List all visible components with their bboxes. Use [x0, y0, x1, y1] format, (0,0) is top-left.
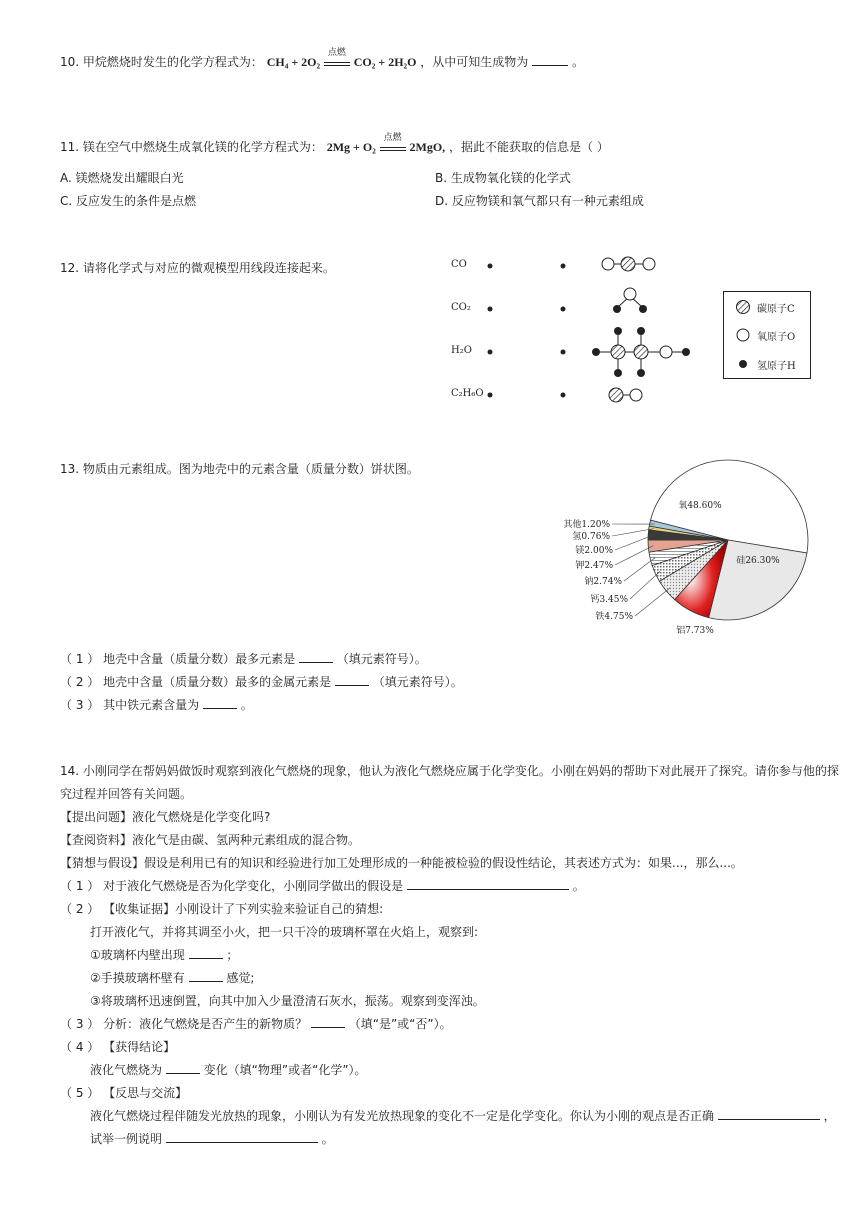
pie-label: 镁2.00% [575, 546, 613, 556]
q11-condition: 点燃 [380, 141, 406, 151]
formula-c2h6o: C₂H₆O [451, 388, 484, 399]
q13-sub2-text: （ 2 ） 地壳中含量（质量分数）最多的金属元素是 [60, 675, 332, 689]
carbon-atom-icon [737, 301, 750, 314]
q13-sub2 [60, 673, 463, 690]
pie-label: 氢0.76% [572, 532, 610, 542]
pie-leader-line [612, 529, 654, 536]
q14-s3-blank[interactable] [311, 1016, 345, 1028]
dot-left-h2o [488, 350, 493, 355]
pie-label: 钾2.47% [575, 561, 613, 571]
q13-sub2-blank[interactable] [335, 674, 369, 686]
q11-text: 11. 镁在空气中燃烧生成氧化镁的化学方程式为： [60, 140, 323, 154]
q13-sub1-blank[interactable] [299, 651, 333, 663]
q13-sub1-text: （ 1 ） 地壳中含量（质量分数）最多元素是 [60, 652, 296, 666]
q14-s4a-end: 变化（填“物理”或者“化学”）。 [203, 1063, 367, 1077]
formula-co2: CO₂ [451, 302, 471, 313]
q13-sub3-end: 。 [240, 698, 253, 712]
legend-oxygen: 氧原子O [757, 332, 796, 343]
dot-right-4 [561, 393, 566, 398]
q14-s5a-blank[interactable] [718, 1108, 820, 1120]
dot-left-c2h6o [488, 393, 493, 398]
q14-intro-1: 14. 小刚同学在帮妈妈做饭时观察到液化气燃烧的现象，他认为液化气燃烧应属于化学变化。小刚在妈妈的帮助下对此展开了探究。请你参与他的探 [60, 764, 839, 778]
molecule-models [440, 245, 720, 415]
oxygen-atom-icon [737, 329, 749, 341]
q14-s5b-blank[interactable] [166, 1131, 318, 1143]
dot-right-1 [561, 264, 566, 269]
q14-question: 【提出问题】液化气燃烧是化学变化吗? [60, 810, 271, 824]
q14-s3-text: （ 3 ） 分析：液化气燃烧是否产生的新物质？ [60, 1017, 308, 1031]
q13-sub3 [60, 696, 253, 713]
q13-sub1-end: （填元素符号）。 [336, 652, 427, 666]
dot-right-2 [561, 307, 566, 312]
q14-s3-end: （填“是”或“否”）。 [348, 1017, 452, 1031]
dot-right-3 [561, 350, 566, 355]
q14-s2b [90, 946, 238, 963]
q14-s4: （ 4 ） 【获得结论】 [60, 1040, 176, 1054]
q14-s1-text: （ 1 ） 对于液化气燃烧是否为化学变化，小刚同学做出的假设是 [60, 879, 404, 893]
q14-s2a: 打开液化气，并将其调至小火，把一只干冷的玻璃杯罩在火焰上，观察到: [90, 925, 479, 939]
q14-s5b-text: 试举一例说明 [90, 1132, 163, 1146]
q14-s1-end: 。 [572, 879, 585, 893]
pie-label: 钙3.45% [590, 595, 628, 605]
q14-s5a [90, 1107, 836, 1124]
q11-eq-right: 2MgO, [409, 140, 446, 154]
q11-option-a[interactable]: A. 镁燃烧发出耀眼白光 [60, 171, 184, 185]
q10-eq-left: CH₄ + 2O₂ [266, 55, 321, 69]
pie-label: 钠2.74% [584, 577, 622, 587]
q14-s2: （ 2 ） 【收集证据】小刚设计了下列实验来验证自己的猜想: [60, 902, 384, 916]
q14-s2c-end: 感觉; [226, 971, 255, 985]
q14-s2c-blank[interactable] [189, 970, 223, 982]
model-co2 [602, 257, 655, 271]
model-co [609, 388, 642, 402]
q14-s5a-end: ， [823, 1109, 836, 1123]
q11-option-d[interactable]: D. 反应物镁和氧气都只有一种元素组成 [435, 194, 644, 208]
pie-label: 硅26.30% [736, 556, 780, 566]
q11-text-after: ，据此不能获取的信息是（ ） [449, 140, 609, 154]
pie-label: 铁4.75% [595, 612, 633, 622]
pie-label: 铝7.73% [676, 626, 714, 636]
q11-option-c[interactable]: C. 反应发生的条件是点燃 [60, 194, 197, 208]
q13-text: 13. 物质由元素组成。图为地壳中的元素含量（质量分数）饼状图。 [60, 462, 419, 476]
crust-pie-chart [563, 455, 830, 645]
q14-s4a [90, 1061, 367, 1078]
pie-leader-line [630, 571, 660, 599]
q14-s2d: ③将玻璃杯迅速倒置，向其中加入少量澄清石灰水，振荡。观察到变浑浊。 [90, 994, 485, 1008]
legend-carbon: 碳原子C [757, 304, 795, 315]
q10-answer-blank[interactable] [532, 54, 568, 66]
dot-left-co [488, 264, 493, 269]
q14-s2b-text: ①玻璃杯内壁出现 [90, 948, 185, 962]
pie-leader-line [624, 558, 655, 581]
model-h2o [613, 288, 647, 313]
q10-condition: 点燃 [324, 56, 350, 66]
q14-s1-blank[interactable] [407, 878, 569, 890]
q14-s2b-blank[interactable] [189, 947, 223, 959]
pie-leader-line [615, 535, 653, 550]
pie-leader-line [635, 588, 670, 616]
legend-icons [734, 297, 754, 377]
formula-co: CO [451, 259, 467, 270]
hydrogen-atom-icon [739, 360, 747, 368]
q14-s5b-end: 。 [321, 1132, 334, 1146]
q13-sub2-end: （填元素符号）。 [372, 675, 463, 689]
q14-s4a-blank[interactable] [166, 1062, 200, 1074]
q13-sub1 [60, 650, 427, 667]
q14-s2c-text: ②手摸玻璃杯壁有 [90, 971, 185, 985]
q10-line [60, 48, 584, 70]
q14-intro-2: 究过程并回答有关问题。 [60, 787, 193, 801]
q14-s5a-text: 液化气燃烧过程伴随发光放热的现象，小刚认为有发光放热现象的变化不一定是化学变化。你认为小刚的观点是否正确 [90, 1109, 715, 1123]
q13-sub3-blank[interactable] [203, 697, 237, 709]
q14-s5: （ 5 ） 【反思与交流】 [60, 1086, 188, 1100]
q12-text: 12. 请将化学式与对应的微观模型用线段连接起来。 [60, 261, 335, 275]
q10-eq-right: CO₂ + 2H₂O [353, 55, 417, 69]
q10-text-after: ，从中可知生成物为 [420, 55, 529, 69]
dot-left-co2 [488, 307, 493, 312]
atom-legend [723, 291, 811, 379]
q14-hypothesis: 【猜想与假设】假设是利用已有的知识和经验进行加工处理形成的一种能被检验的假设性结论，其表述方式为：如果...，那么...。 [60, 856, 743, 870]
q14-s2c [90, 969, 254, 986]
q14-s4a-text: 液化气燃烧为 [90, 1063, 163, 1077]
q14-s1 [60, 877, 585, 894]
q10-end: 。 [571, 55, 584, 69]
q10-text: 10. 甲烷燃烧时发生的化学方程式为： [60, 55, 263, 69]
pie-label: 其他1.20% [563, 520, 610, 530]
pie-label: 氧48.60% [678, 501, 722, 511]
model-c2h6o [592, 327, 690, 377]
q13-sub3-text: （ 3 ） 其中铁元素含量为 [60, 698, 200, 712]
pie-leader-line [615, 546, 653, 565]
formula-h2o: H₂O [451, 345, 472, 356]
q11-eq-left: 2Mg + O₂ [326, 140, 376, 154]
legend-hydrogen: 氢原子H [757, 361, 796, 372]
q14-s5b [90, 1130, 334, 1147]
pie-slices [648, 460, 808, 620]
q11-option-b[interactable]: B. 生成物氧化镁的化学式 [435, 171, 571, 185]
q14-material: 【查阅资料】液化气是由碳、氢两种元素组成的混合物。 [60, 833, 361, 847]
q14-s3 [60, 1015, 452, 1032]
q14-s2b-end: ； [226, 948, 239, 962]
q11-line [60, 133, 609, 155]
